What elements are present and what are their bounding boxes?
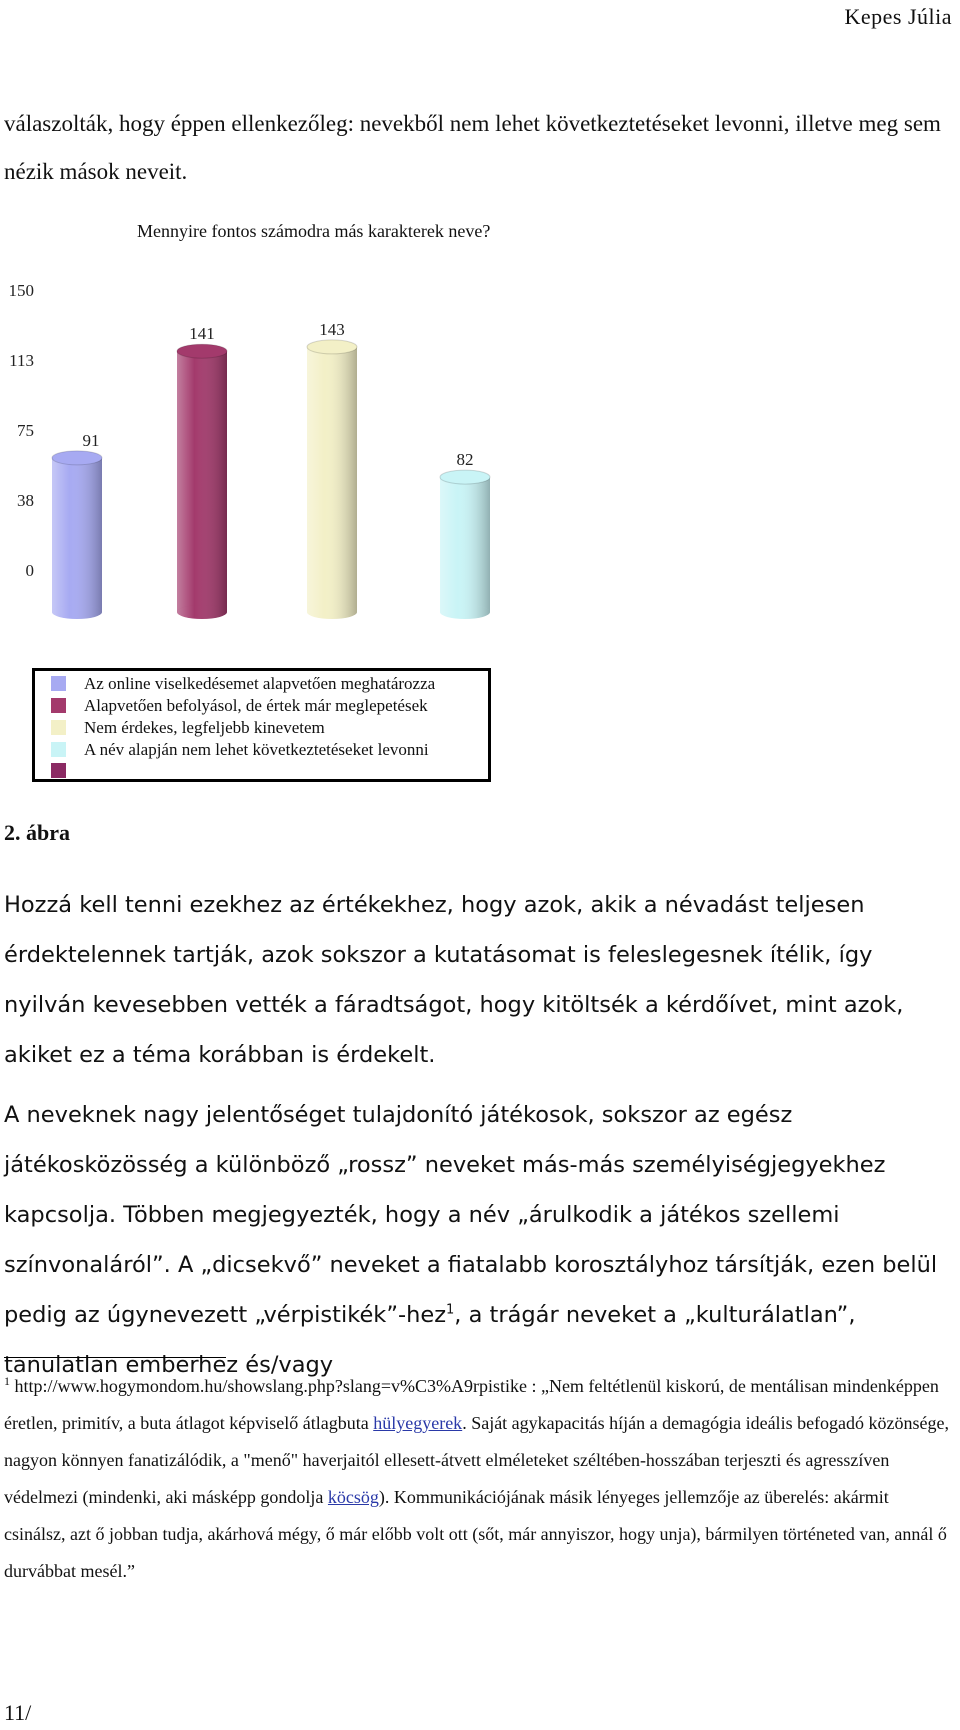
- legend-item: [51, 697, 428, 715]
- paragraph-text: , a trágár neveket a „kulturálatlan”, tanulatlan emberhez és/vagy: [4, 1302, 856, 1378]
- paragraph-text: A neveknek nagy jelentőséget tulajdonító játékosok, sokszor az egész játékosközösség a különböző „rossz” neveket más-más személyiségjegyekhez kapcsolja. Többen megjegyezték, hogy a név „árulkodik a játékos szellemi színvonaláról”. A „dicsekvő” neveket a fiatalabb korosztályhoz társítják, ezen belül pedig az úgynevezett „vérpistikék”-hez: [4, 1102, 938, 1328]
- bars: [52, 340, 490, 619]
- figure-label: 2. ábra: [4, 820, 70, 845]
- y-axis-ticks: [9, 281, 35, 580]
- value-labels: [83, 320, 474, 469]
- data-label: 82: [456, 450, 474, 470]
- legend-label: Az online viselkedésemet alapvetően meghatározza: [84, 674, 436, 693]
- legend-label: Alapvetően befolyásol, de értek már meglepetések: [84, 696, 428, 715]
- legend-label: A név alapján nem lehet következtetéseket levonni: [84, 740, 429, 759]
- footnote: [4, 1368, 954, 1590]
- data-label: 141: [189, 324, 215, 344]
- bar-shading: [307, 347, 357, 612]
- bar-cap: [307, 340, 357, 354]
- legend-extra-swatch: [51, 763, 66, 778]
- legend-swatch: [51, 676, 66, 691]
- legend-swatch: [51, 698, 66, 713]
- chart-legend: [32, 668, 491, 782]
- y-tick-label: 113: [9, 351, 34, 370]
- bar-base-shading: [177, 605, 227, 619]
- bar-shading: [52, 458, 102, 612]
- legend-swatch: [51, 720, 66, 735]
- footnote-text: ). Kommunikációjának másik lényeges jellemzője az überelés: akármit csinálsz, azt ő jobban tudja, akárhová mégy, ő már előbb volt ott (sőt, már annyiszor, hogy unja), bármilyen történeted van, annál ő durvábbat mesél.”: [4, 1487, 947, 1581]
- bar-cap: [177, 344, 227, 358]
- bar-chart: [0, 250, 960, 660]
- intro-paragraph: válaszolták, hogy éppen ellenkezőleg: nevekből nem lehet következtetéseket levonni, illetve meg sem nézik mások neveit.: [4, 111, 941, 184]
- y-tick-label: 150: [8, 281, 34, 300]
- bar-shading: [440, 477, 490, 612]
- body-paragraph-1: Hozzá kell tenni ezekhez az értékekhez, hogy azok, akik a névadást teljesen érdektelennek tartják, azok sokszor a kutatásomat is feleslegesnek ítélik, így nyilván kevesebben vették a fáradtságot, hogy kitöltsék a kérdőívet, mint azok, akiket ez a téma korábban is érdekelt.: [4, 892, 904, 1068]
- running-header-author: Kepes Júlia: [844, 4, 952, 29]
- legend-item: [51, 741, 429, 759]
- bar-cap: [440, 470, 490, 484]
- bar: [52, 451, 102, 619]
- footnote-divider: [4, 1357, 226, 1358]
- legend-swatch: [51, 742, 66, 757]
- bar-shading: [177, 351, 227, 612]
- footnote-text: http://www.hogymondom.hu/showslang.php?slang=v%C3%A9rpistike : „Nem feltétlenül kiskorú, de mentálisan mindenképpen éretlen, primitív, a buta átlagot képviselő átlagbuta: [4, 1376, 939, 1433]
- y-tick-label: 75: [17, 421, 34, 440]
- bar: [177, 344, 227, 619]
- footnote-link-hulyegyerek[interactable]: hülyegyerek: [373, 1413, 463, 1433]
- chart-title: Mennyire fontos számodra más karakterek neve?: [137, 221, 491, 241]
- bar-base-shading: [52, 605, 102, 619]
- bar: [440, 470, 490, 619]
- data-label: 91: [82, 430, 100, 450]
- bar-base-shading: [440, 605, 490, 619]
- body-paragraph-2: [4, 1090, 954, 1390]
- y-tick-label: 38: [17, 491, 34, 510]
- footnote-link-kocsog[interactable]: köcsög: [327, 1487, 379, 1507]
- footnote-text: . Saját agykapacitás híján a demagógia ideális befogadó közönsége, nagyon könnyen fanatizálódik, a "menő" haverjaitól ellesett-átvett elméleteket széltében-hosszában terjeszti és agresszíven védelmezi (mindenki, aki másképp gondolja: [4, 1413, 950, 1507]
- bar-cap: [52, 451, 102, 465]
- legend-item: [51, 675, 435, 693]
- footnote-mark: 1: [4, 1374, 10, 1388]
- data-label: 143: [319, 319, 345, 339]
- bar: [307, 340, 357, 619]
- legend-label: Nem érdekes, legfeljebb kinevetem: [84, 718, 325, 737]
- legend-item: [51, 719, 325, 737]
- bar-base-shading: [307, 605, 357, 619]
- page-number: 11/: [4, 1700, 32, 1725]
- footnote-reference[interactable]: 1: [446, 1302, 455, 1318]
- y-tick-label: 0: [25, 561, 34, 580]
